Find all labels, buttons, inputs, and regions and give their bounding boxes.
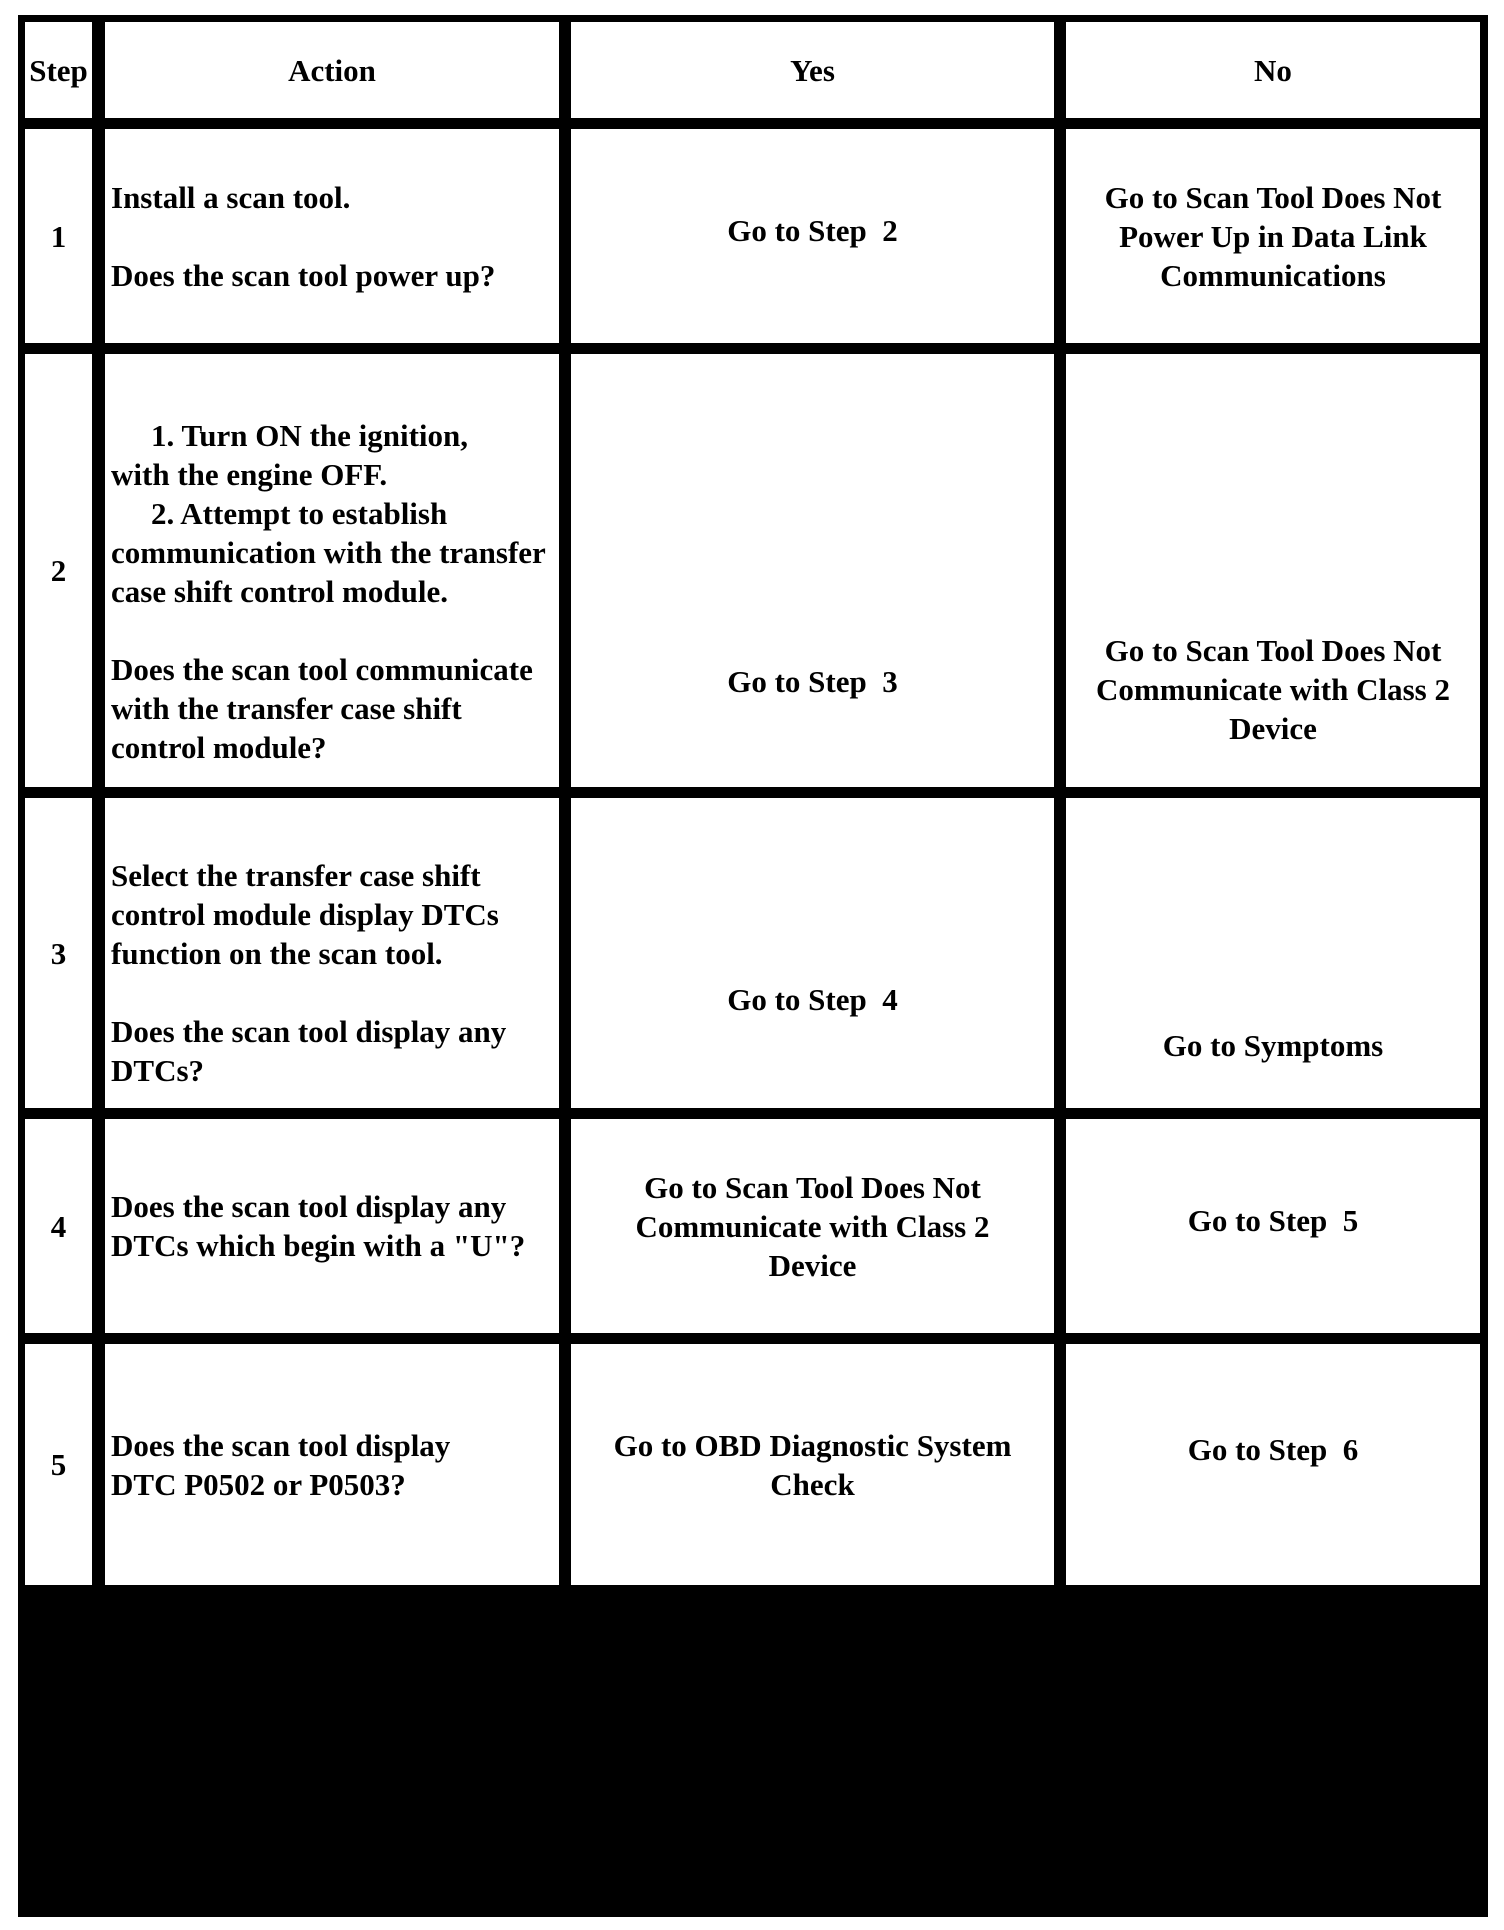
row-3-action-question: Does the scan tool display any DTCs?	[111, 1014, 507, 1088]
row-4-no	[1064, 1117, 1482, 1335]
row-1-no	[1064, 127, 1482, 345]
row-3-action	[103, 796, 561, 1110]
row-5-yes-link[interactable]: Go to OBD Diagnostic System Check	[613, 1427, 1012, 1502]
row-2-item-2-number: 2.	[151, 496, 175, 531]
row-1-action	[103, 127, 561, 345]
row-2-no	[1064, 352, 1482, 789]
row-4-yes	[569, 1117, 1056, 1335]
row-1-action-question: Does the scan tool power up?	[111, 257, 496, 293]
row-2-item-2-cont: communication with the transfer case shift control module.	[111, 535, 546, 609]
header-no: No	[1064, 20, 1482, 120]
row-5-action	[103, 1342, 561, 1587]
row-5-yes	[569, 1342, 1056, 1587]
row-1-yes-link[interactable]: Go to Step 2	[727, 212, 898, 248]
row-4-yes-link[interactable]: Go to Scan Tool Does Not Communicate with Class 2 Device	[635, 1169, 990, 1283]
row-4-no-link[interactable]: Go to Step 5	[1187, 1202, 1359, 1238]
row-3-yes	[569, 796, 1056, 1110]
row-1-yes	[569, 127, 1056, 345]
row-5-no-link[interactable]: Go to Step 6	[1187, 1432, 1359, 1467]
row-2-step: 2	[23, 352, 94, 789]
row-5-action-question: Does the scan tool display DTC P0502 or P0503?	[111, 1427, 451, 1502]
row-2-item-1-number: 1.	[151, 418, 175, 453]
row-2-item-1-cont: with the engine OFF.	[111, 457, 388, 492]
row-4-action	[103, 1117, 561, 1335]
row-5-step: 5	[23, 1342, 94, 1587]
row-2-action-item-2	[111, 494, 553, 611]
row-3-action-text: Select the transfer case shift control module display DTCs function on the scan tool.	[111, 858, 499, 971]
diagnostic-table	[18, 15, 1488, 1917]
row-4-step: 4	[23, 1117, 94, 1335]
row-2-yes-link[interactable]: Go to Step 3	[727, 664, 898, 699]
header-action: Action	[103, 20, 561, 120]
row-2-no-link[interactable]: Go to Scan Tool Does Not Communicate with Class 2 Device	[1096, 633, 1450, 746]
row-2-item-2-text: Attempt to establish	[180, 496, 448, 531]
row-3-no	[1064, 796, 1482, 1110]
row-1-step: 1	[23, 127, 94, 345]
row-2-action-question: Does the scan tool communicate with the transfer case shift control module?	[111, 652, 533, 765]
row-4-action-question: Does the scan tool display any DTCs which begin with a "U"?	[111, 1189, 526, 1263]
row-3-yes-link[interactable]: Go to Step 4	[727, 982, 898, 1017]
row-3-step: 3	[23, 796, 94, 1110]
row-2-yes	[569, 352, 1056, 789]
row-1-action-text: Install a scan tool.	[111, 179, 351, 215]
row-3-no-link[interactable]: Go to Symptoms	[1162, 1028, 1384, 1063]
row-2-item-1-text: Turn ON the ignition,	[181, 418, 468, 453]
row-5-no	[1064, 1342, 1482, 1587]
row-2-action	[103, 352, 561, 789]
row-2-action-item-1	[111, 416, 553, 494]
row-1-no-link[interactable]: Go to Scan Tool Does Not Power Up in Data Link Communications	[1104, 179, 1442, 293]
header-yes: Yes	[569, 20, 1056, 120]
header-step: Step	[23, 20, 94, 120]
